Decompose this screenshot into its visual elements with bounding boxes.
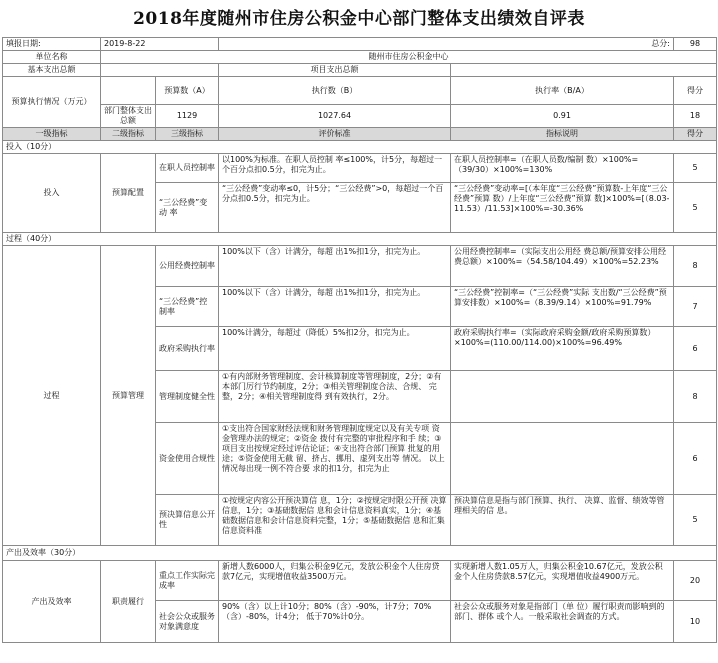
output-lvl2: 职责履行 bbox=[101, 561, 156, 643]
basic-total-label: 基本支出总额 bbox=[3, 64, 101, 77]
input-criteria-1: 以100%为标准。在职人员控制 率≤100%，计5分，每超过一 个百分点扣0.5分，扣完为止。 bbox=[219, 154, 451, 183]
overall-exec: 1027.64 bbox=[219, 105, 451, 128]
section-output-label: 产出及效率（30分） bbox=[3, 546, 717, 561]
header-score: 得分 bbox=[674, 128, 717, 141]
process-lvl3-2: “三公经费”控制率 bbox=[156, 287, 219, 327]
process-score-3: 6 bbox=[674, 327, 717, 371]
budget-header-row bbox=[3, 77, 717, 105]
process-score-2: 7 bbox=[674, 287, 717, 327]
input-desc-2: “三公经费”变动率=[（本年度“三公经费”预算数-上年度“三公经费”预算 数）/上年度“三公经费”预算 数]×100%=[（8.03-11.53）/11.53]×100%=-30.36% bbox=[451, 183, 674, 233]
indicator-header-row bbox=[3, 128, 717, 141]
process-score-1: 8 bbox=[674, 246, 717, 287]
total-score-label: 总分: bbox=[219, 38, 674, 51]
overall-row bbox=[3, 105, 717, 128]
overall-budget: 1129 bbox=[156, 105, 219, 128]
process-score-4: 8 bbox=[674, 371, 717, 423]
totals-row bbox=[3, 64, 717, 77]
output-score-1: 20 bbox=[674, 561, 717, 601]
output-row-1 bbox=[3, 561, 717, 601]
evaluation-table bbox=[2, 37, 717, 643]
input-criteria-2: “三公经费”变动率≤0，计5分；“三公经费”>0，每超过一个百 分点扣0.5分，扣完为止。 bbox=[219, 183, 451, 233]
header-lvl1: 一级指标 bbox=[3, 128, 101, 141]
project-total-value bbox=[451, 64, 717, 77]
process-criteria-6: ①按规定内容公开预决算信 息，1分；②按规定时限公开预 决算信息，1分；③基础数据信 息和会计信息资料真实，1分；④基础数据信息和会计信息资料完整，1分；⑤基础数据信 息和汇集信息资料准 bbox=[219, 495, 451, 546]
budget-col-header: 预算数（A） bbox=[156, 77, 219, 105]
input-score-1: 5 bbox=[674, 154, 717, 183]
total-score-value: 98 bbox=[674, 38, 717, 51]
process-lvl3-3: 政府采购执行率 bbox=[156, 327, 219, 371]
process-desc-1: 公用经费控制率=（实际支出公用经 费总额/预算安排公用经费总额）×100%=（54.58/104.49）×100%=52.23% bbox=[451, 246, 674, 287]
output-desc-1: 实现新增人数1.05万人，归集公积金10.67亿元，发放公积金个人住房贷款8.57亿元，实现增值收益4900万元。 bbox=[451, 561, 674, 601]
process-lvl3-5: 资金使用合规性 bbox=[156, 423, 219, 495]
section-process-row bbox=[3, 233, 717, 246]
unit-name-value: 随州市住房公积金中心 bbox=[101, 51, 717, 64]
input-score-2: 5 bbox=[674, 183, 717, 233]
process-criteria-2: 100%以下（含）计满分，每超 出1%扣1分，扣完为止。 bbox=[219, 287, 451, 327]
process-row-1 bbox=[3, 246, 717, 287]
process-desc-5 bbox=[451, 423, 674, 495]
report-title: 2018年度随州市住房公积金中心部门整体支出绩效自评表 bbox=[133, 9, 585, 29]
output-desc-2: 社会公众或服务对象是指部门（单 位）履行职责而影响到的部门、群体 或个人。一般采取社会调查的方式。 bbox=[451, 601, 674, 643]
process-lvl3-1: 公用经费控制率 bbox=[156, 246, 219, 287]
input-lvl1: 投入 bbox=[3, 154, 101, 233]
fill-date-row bbox=[3, 38, 717, 51]
process-criteria-4: ①有内部财务管理制度、会计核算制度等管理制度，2分；②有本部门厉行节约制度，2分；③相关管理制度合法、合规、 完整，2分；④相关管理制度得 到有效执行，2分。 bbox=[219, 371, 451, 423]
score-col-header: 得分 bbox=[674, 77, 717, 105]
overall-label: 部门整体支出总额 bbox=[101, 105, 156, 128]
section-process-label: 过程（40分） bbox=[3, 233, 717, 246]
budget-exec-label: 预算执行情况（万元） bbox=[3, 77, 101, 128]
process-lvl2: 预算管理 bbox=[101, 246, 156, 546]
input-lvl3-2: “三公经费”变动 率 bbox=[156, 183, 219, 233]
header-lvl3: 三级指标 bbox=[156, 128, 219, 141]
output-lvl3-1: 重点工作实际完成率 bbox=[156, 561, 219, 601]
basic-total-value bbox=[101, 64, 219, 77]
section-input-label: 投入（10分） bbox=[3, 141, 717, 154]
header-criteria: 评价标准 bbox=[219, 128, 451, 141]
process-lvl3-4: 管理制度健全性 bbox=[156, 371, 219, 423]
process-score-5: 6 bbox=[674, 423, 717, 495]
process-score-6: 5 bbox=[674, 495, 717, 546]
overall-score: 18 bbox=[674, 105, 717, 128]
output-criteria-2: 90%（含）以上计10分；80%（含）-90%，计7分；70%（含）-80%，计4分； 低于70%计0分。 bbox=[219, 601, 451, 643]
input-lvl2: 预算配置 bbox=[101, 154, 156, 233]
input-row-1 bbox=[3, 154, 717, 183]
process-criteria-3: 100%计满分，每超过（降低）5%扣2分，扣完为止。 bbox=[219, 327, 451, 371]
process-desc-6: 预决算信息是指与部门预算、执行、 决算、监督、绩效等管理相关的信 息。 bbox=[451, 495, 674, 546]
process-lvl1: 过程 bbox=[3, 246, 101, 546]
budget-header-blank bbox=[101, 77, 156, 105]
unit-name-label: 单位名称 bbox=[3, 51, 101, 64]
unit-name-row bbox=[3, 51, 717, 64]
output-lvl1: 产出及效率 bbox=[3, 561, 101, 643]
header-desc: 指标说明 bbox=[451, 128, 674, 141]
header-lvl2: 二级指标 bbox=[101, 128, 156, 141]
process-criteria-5: ①支出符合国家财经法规和财务管理制度规定以及有关专项 资金管理办法的规定；②资金 拨付有完整的审批程序和手 续；③项目支出按规定经过评估论证；④支出符合部门预算 批复的用途；⑤资金使用无截 留、挤占、挪用、虚列支出等 情况。 以上情况每出现一例不符合要 求的扣1分，扣完为止 bbox=[219, 423, 451, 495]
process-criteria-1: 100%以下（含）计满分，每超 出1%扣1分，扣完为止。 bbox=[219, 246, 451, 287]
fill-date-label: 填报日期: bbox=[3, 38, 101, 51]
output-score-2: 10 bbox=[674, 601, 717, 643]
exec-col-header: 执行数（B） bbox=[219, 77, 451, 105]
output-criteria-1: 新增人数6000人，归集公积金9亿元，发放公积金个人住房贷款7亿元，实现增值收益3500万元。 bbox=[219, 561, 451, 601]
section-input-row bbox=[3, 141, 717, 154]
process-lvl3-6: 预决算信息公开性 bbox=[156, 495, 219, 546]
process-desc-3: 政府采购执行率=（实际政府采购金额/政府采购预算数）×100%=(110.00/114.00)×100%=96.49% bbox=[451, 327, 674, 371]
output-lvl3-2: 社会公众或服务对象满意度 bbox=[156, 601, 219, 643]
input-desc-1: 在职人员控制率=（在职人员数/编制 数）×100%=（39/30）×100%=130% bbox=[451, 154, 674, 183]
rate-col-header: 执行率（B/A） bbox=[451, 77, 674, 105]
input-lvl3-1: 在职人员控制率 bbox=[156, 154, 219, 183]
process-desc-2: “三公经费”控制率=（“三公经费”实际 支出数/“三公经费”预算安排数）×100%=（8.39/9.14）×100%=91.79% bbox=[451, 287, 674, 327]
process-desc-4 bbox=[451, 371, 674, 423]
fill-date-value: 2019-8-22 bbox=[101, 38, 219, 51]
project-total-label: 项目支出总额 bbox=[219, 64, 451, 77]
section-output-row bbox=[3, 546, 717, 561]
overall-rate: 0.91 bbox=[451, 105, 674, 128]
